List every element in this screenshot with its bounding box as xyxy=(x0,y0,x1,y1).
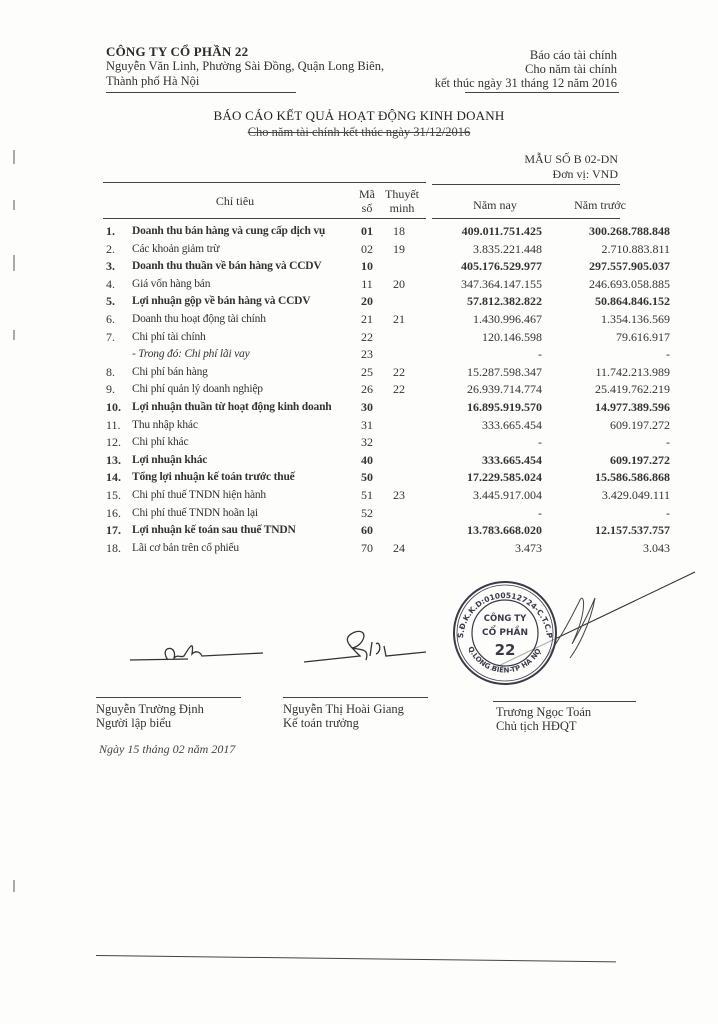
table-top-rule-left xyxy=(103,182,426,183)
row-note: 22 xyxy=(393,382,405,396)
scan-margin-mark xyxy=(13,200,15,210)
stamp-ring-bottom: Q.LONG BIÊN-TP HÀ NỘ xyxy=(466,645,543,675)
table-row xyxy=(0,506,718,523)
header-rule-right xyxy=(465,92,619,93)
row-code: 52 xyxy=(361,506,373,520)
signature-line-preparer xyxy=(96,697,241,698)
row-label: Chi phí quản lý doanh nghiệp xyxy=(132,383,263,395)
table-row xyxy=(0,365,718,382)
row-current-year: 3.445.917.004 xyxy=(473,488,542,502)
row-label: Lợi nhuận kế toán sau thuế TNDN xyxy=(132,524,296,536)
row-label: Thu nhập khác xyxy=(132,419,198,431)
row-label: Chi phí bán hàng xyxy=(132,366,208,378)
row-previous-year: 246.693.058.885 xyxy=(589,277,670,291)
row-label: Lợi nhuận khác xyxy=(132,454,208,466)
row-label: Lợi nhuận gộp về bán hàng và CCDV xyxy=(132,295,311,307)
table-row xyxy=(0,470,718,487)
row-current-year: 16.895.919.570 xyxy=(467,400,542,414)
table-header-bottom-rule-right xyxy=(432,218,620,219)
row-code: 31 xyxy=(361,418,373,432)
form-code-block xyxy=(524,152,618,182)
row-current-year: 1.430.996.467 xyxy=(473,312,542,326)
row-code: 70 xyxy=(361,541,373,555)
table-row xyxy=(0,435,718,452)
header-note-line2: minh xyxy=(389,201,415,215)
row-previous-year: 12.157.537.757 xyxy=(595,523,670,537)
row-number: 10. xyxy=(106,400,121,414)
preparer-name: Nguyễn Trường Định xyxy=(96,702,204,716)
row-current-year: 26.939.714.774 xyxy=(467,382,542,396)
row-previous-year: 79.616.917 xyxy=(616,330,670,344)
company-address-line2: Thành phố Hà Nội xyxy=(106,74,200,88)
table-row xyxy=(0,312,718,329)
header-previous-year: Năm trước xyxy=(574,198,626,212)
table-row xyxy=(0,277,718,294)
row-previous-year: - xyxy=(666,435,670,449)
row-previous-year: - xyxy=(666,347,670,361)
row-code: 22 xyxy=(361,330,373,344)
row-label: Chi phí tài chính xyxy=(132,331,206,343)
row-note: 22 xyxy=(393,365,405,379)
accountant-name: Nguyễn Thị Hoài Giang xyxy=(283,702,404,716)
row-number: 15. xyxy=(106,488,121,502)
row-current-year: 333.665.454 xyxy=(482,418,542,432)
period-line2: kết thúc ngày 31 tháng 12 năm 2016 xyxy=(434,76,617,90)
report-date: Ngày 15 tháng 02 năm 2017 xyxy=(99,742,236,756)
row-label: Doanh thu thuần về bán hàng và CCDV xyxy=(132,260,322,272)
row-number: 14. xyxy=(106,470,121,484)
header-item: Chỉ tiêu xyxy=(215,194,255,208)
currency-unit: Đơn vị: VND xyxy=(552,167,618,181)
stamp-line2: CỔ PHẦN xyxy=(481,628,529,638)
row-current-year: 409.011.751.425 xyxy=(461,224,542,238)
row-current-year: - xyxy=(538,347,542,361)
row-previous-year: 50.864.846.152 xyxy=(595,294,670,308)
table-row xyxy=(0,382,718,399)
row-current-year: 57.812.382.822 xyxy=(467,294,542,308)
chairman-role: Chủ tịch HĐQT xyxy=(496,719,577,733)
scan-margin-mark xyxy=(13,150,15,164)
company-stamp xyxy=(452,580,558,686)
row-label: Lãi cơ bản trên cổ phiếu xyxy=(132,542,239,554)
row-note: 19 xyxy=(393,242,405,256)
row-label: Doanh thu bán hàng và cung cấp dịch vụ xyxy=(132,225,326,237)
form-code: MẪU SỐ B 02-DN xyxy=(524,152,618,166)
signature-chief-accountant xyxy=(300,626,430,671)
row-previous-year: 14.977.389.596 xyxy=(595,400,670,414)
report-subtitle: Cho năm tài chính kết thúc ngày 31/12/2016 xyxy=(247,125,471,139)
row-previous-year: - xyxy=(666,506,670,520)
row-previous-year: 609.197.272 xyxy=(610,453,670,467)
row-previous-year: 3.043 xyxy=(643,541,670,555)
row-number: 16. xyxy=(106,506,121,520)
row-label: Lợi nhuận thuần từ hoạt động kinh doanh xyxy=(132,401,332,413)
row-previous-year: 1.354.136.569 xyxy=(601,312,670,326)
row-code: 26 xyxy=(361,382,373,396)
row-number: 9. xyxy=(106,382,115,396)
chairman-name: Trương Ngọc Toán xyxy=(496,705,592,719)
company-header xyxy=(106,44,384,89)
accountant-role: Kế toán trưởng xyxy=(283,716,359,730)
table-top-rule-right xyxy=(432,184,620,185)
preparer-role: Người lập biểu xyxy=(96,716,172,730)
row-current-year: - xyxy=(538,506,542,520)
table-row xyxy=(0,224,718,241)
row-number: 18. xyxy=(106,541,121,555)
row-number: 2. xyxy=(106,242,115,256)
row-number: 6. xyxy=(106,312,115,326)
row-label: Tổng lợi nhuận kế toán trước thuế xyxy=(132,471,295,483)
scan-margin-mark xyxy=(13,880,15,892)
row-number: 12. xyxy=(106,435,121,449)
preparer-block xyxy=(96,702,204,730)
row-current-year: 333.665.454 xyxy=(482,453,542,467)
row-current-year: 405.176.529.977 xyxy=(461,259,542,273)
row-code: 51 xyxy=(361,488,373,502)
row-previous-year: 3.429.049.111 xyxy=(601,488,670,502)
row-current-year: 13.783.668.020 xyxy=(467,523,542,537)
row-code: 60 xyxy=(361,523,373,537)
header-note-line1: Thuyết xyxy=(385,187,419,201)
signature-line-accountant xyxy=(283,697,428,698)
row-number: 4. xyxy=(106,277,115,291)
table-row xyxy=(0,294,718,311)
table-row xyxy=(0,330,718,347)
row-code: 50 xyxy=(361,470,373,484)
row-current-year: 15.287.598.347 xyxy=(467,365,542,379)
row-label: Giá vốn hàng bán xyxy=(132,278,211,290)
row-note: 18 xyxy=(393,224,405,238)
row-label: - Trong đó: Chi phí lãi vay xyxy=(132,348,250,360)
table-row xyxy=(0,453,718,470)
company-name: CÔNG TY CỔ PHẦN 22 xyxy=(106,44,249,59)
row-code: 20 xyxy=(361,294,373,308)
table-row xyxy=(0,541,718,558)
row-note: 21 xyxy=(393,312,405,326)
table-row xyxy=(0,418,718,435)
footer-rule xyxy=(96,955,616,962)
stamp-line3: 22 xyxy=(494,641,516,659)
period-line1: Cho năm tài chính xyxy=(525,62,617,76)
table-row xyxy=(0,523,718,540)
row-number: 13. xyxy=(106,453,121,467)
row-number: 3. xyxy=(106,259,115,273)
row-current-year: 120.146.598 xyxy=(482,330,542,344)
row-note: 20 xyxy=(393,277,405,291)
row-previous-year: 297.557.905.037 xyxy=(589,259,670,273)
header-code-line1: Mã xyxy=(359,187,375,201)
row-code: 02 xyxy=(361,242,373,256)
header-code-line2: số xyxy=(361,201,373,215)
row-current-year: 3.835.221.448 xyxy=(473,242,542,256)
table-row xyxy=(0,488,718,505)
signature-line-chairman xyxy=(493,701,636,702)
row-previous-year: 300.268.788.848 xyxy=(589,224,670,238)
row-code: 11 xyxy=(361,277,373,291)
row-number: 7. xyxy=(106,330,115,344)
row-label: Doanh thu hoạt động tài chính xyxy=(132,313,266,325)
row-previous-year: 2.710.883.811 xyxy=(601,242,670,256)
row-label: Chi phí thuế TNDN hiện hành xyxy=(132,489,266,501)
report-type: Báo cáo tài chính xyxy=(529,48,617,62)
row-current-year: 3.473 xyxy=(515,541,542,555)
header-current-year: Năm nay xyxy=(473,198,517,212)
header-note xyxy=(382,187,422,215)
row-code: 21 xyxy=(361,312,373,326)
row-label: Các khoản giảm trừ xyxy=(132,243,220,255)
row-previous-year: 609.197.272 xyxy=(610,418,670,432)
row-label: Chi phí khác xyxy=(132,436,189,448)
stamp-ring-text: S.Đ.K.K.D:0100512724-C.T.C.P xyxy=(455,590,555,639)
row-number: 8. xyxy=(106,365,115,379)
row-note: 23 xyxy=(393,488,405,502)
row-label: Chi phí thuế TNDN hoãn lại xyxy=(132,507,258,519)
row-note: 24 xyxy=(393,541,405,555)
table-header-bottom-rule-left xyxy=(103,218,426,219)
report-title: BÁO CÁO KẾT QUẢ HOẠT ĐỘNG KINH DOANH xyxy=(213,108,505,123)
row-code: 32 xyxy=(361,435,373,449)
row-number: 1. xyxy=(106,224,115,238)
table-row xyxy=(0,400,718,417)
chairman-block xyxy=(496,705,591,733)
row-code: 10 xyxy=(361,259,373,273)
report-meta xyxy=(435,48,617,90)
row-current-year: - xyxy=(538,435,542,449)
row-code: 40 xyxy=(361,453,373,467)
table-row xyxy=(0,347,718,364)
accountant-block xyxy=(283,702,404,730)
row-previous-year: 15.586.586.868 xyxy=(595,470,670,484)
row-number: 11. xyxy=(106,418,121,432)
header-rule-left xyxy=(106,92,296,93)
stamp-line1: CÔNG TY xyxy=(483,614,527,624)
row-current-year: 17.229.585.024 xyxy=(467,470,542,484)
row-code: 23 xyxy=(361,347,373,361)
table-row xyxy=(0,242,718,259)
signature-preparer xyxy=(128,636,268,666)
row-number: 17. xyxy=(106,523,121,537)
table-row xyxy=(0,259,718,276)
row-code: 25 xyxy=(361,365,373,379)
row-code: 30 xyxy=(361,400,373,414)
company-address-line1: Nguyễn Văn Linh, Phường Sài Đồng, Quận Long Biên, xyxy=(106,59,385,73)
row-code: 01 xyxy=(361,224,373,238)
row-previous-year: 25.419.762.219 xyxy=(595,382,670,396)
row-previous-year: 11.742.213.989 xyxy=(595,365,670,379)
row-number: 5. xyxy=(106,294,115,308)
header-code xyxy=(354,187,380,215)
row-current-year: 347.364.147.155 xyxy=(461,277,542,291)
